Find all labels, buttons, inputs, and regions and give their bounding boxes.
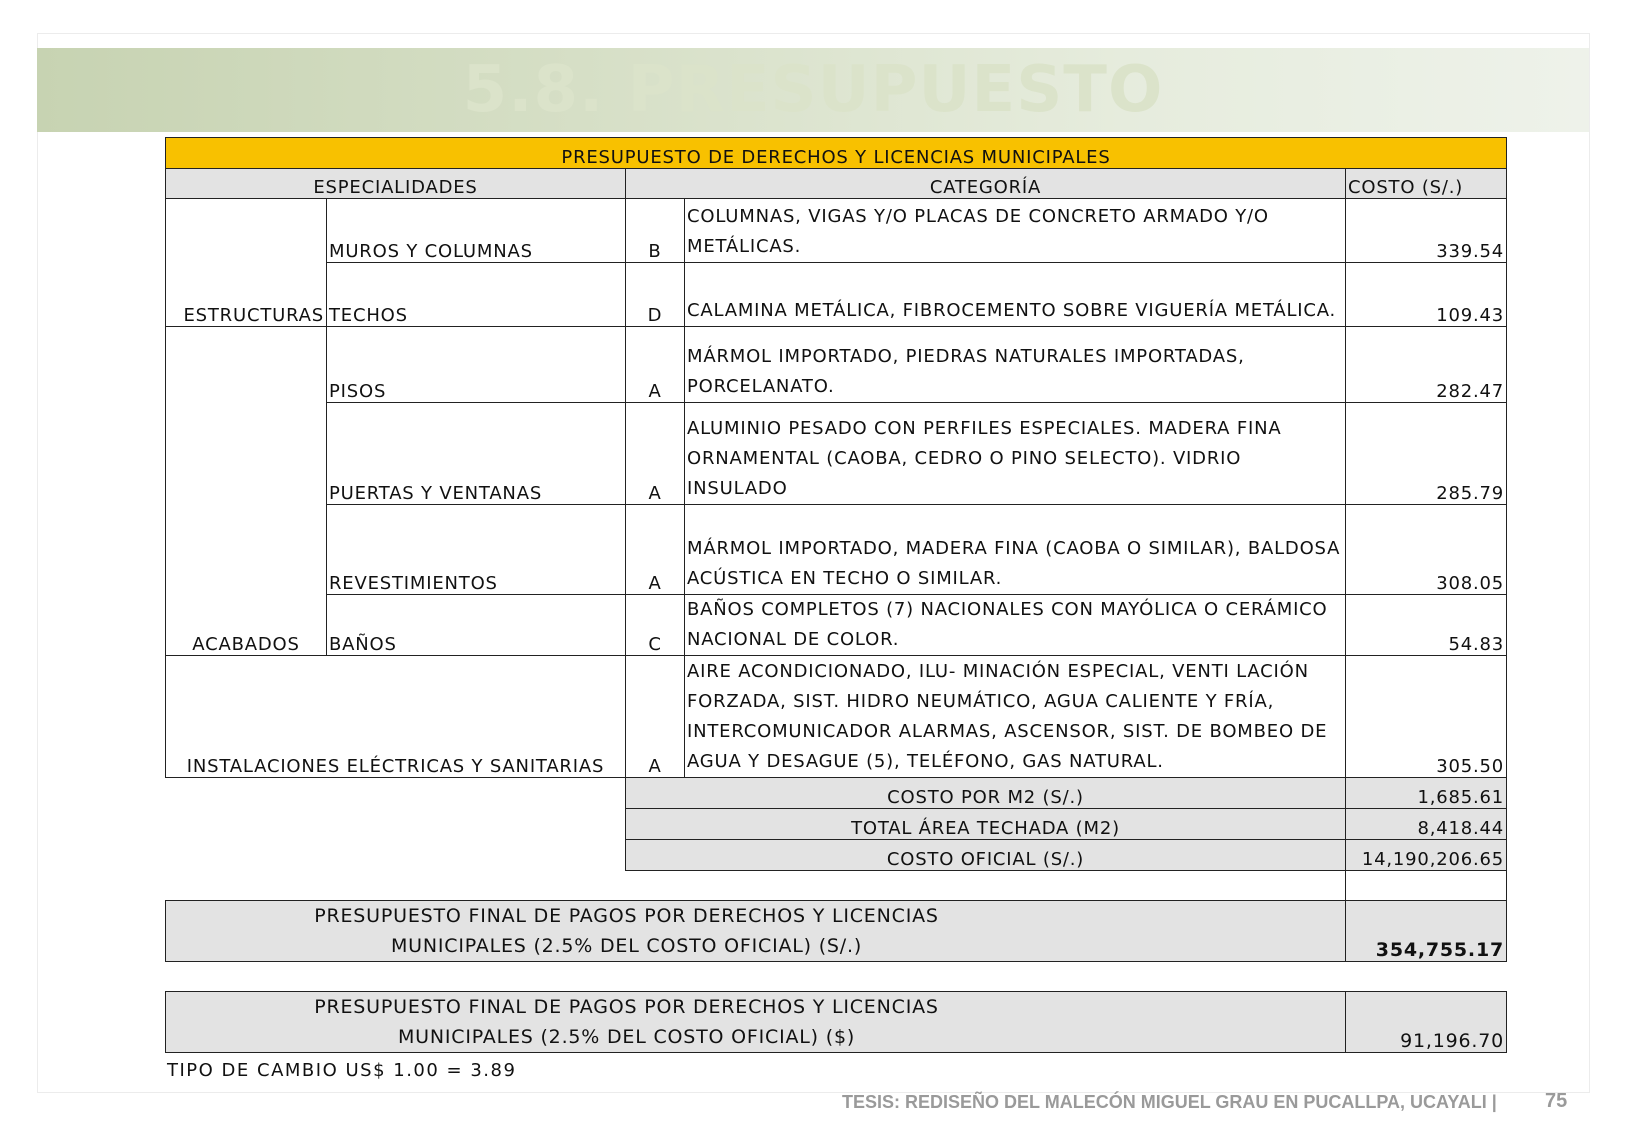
category-description: COLUMNAS, VIGAS Y/O PLACAS DE CONCRETO ARMADO Y/O METÁLICAS.	[685, 199, 1346, 263]
item-label: PISOS	[327, 327, 626, 403]
table-row	[166, 656, 1507, 778]
page-number: 75	[1545, 1090, 1568, 1112]
category-letter: B	[626, 199, 685, 263]
item-label: PUERTAS Y VENTANAS	[327, 403, 626, 505]
summary-value: 14,190,206.65	[1346, 840, 1507, 871]
item-label: REVESTIMIENTOS	[327, 505, 626, 595]
item-label: BAÑOS	[327, 595, 626, 656]
final-soles-value: 354,755.17	[1346, 901, 1507, 962]
cost-value: 305.50	[1346, 656, 1507, 778]
table-title: PRESUPUESTO DE DERECHOS Y LICENCIAS MUNICIPALES	[166, 138, 1507, 169]
item-label: TECHOS	[327, 263, 626, 327]
table-row	[166, 263, 1507, 327]
header-categoria: CATEGORÍA	[626, 169, 1346, 199]
group-acabados: ACABADOS	[166, 327, 327, 656]
final-soles-label	[166, 901, 1346, 962]
title-band	[37, 48, 1589, 132]
exchange-rate: TIPO DE CAMBIO US$ 1.00 = 3.89	[167, 1060, 517, 1081]
group-estructuras: ESTRUCTURAS	[166, 199, 327, 327]
summary-row	[166, 809, 1507, 840]
table-row	[166, 327, 1507, 403]
cost-value: 308.05	[1346, 505, 1507, 595]
final-dollars-label-line1: PRESUPUESTO FINAL DE PAGOS POR DERECHOS Y LICENCIAS	[314, 996, 939, 1018]
item-label: MUROS Y COLUMNAS	[327, 199, 626, 263]
cost-value: 282.47	[1346, 327, 1507, 403]
header-especialidades: ESPECIALIDADES	[166, 169, 626, 199]
category-description: MÁRMOL IMPORTADO, PIEDRAS NATURALES IMPORTADAS, PORCELANATO.	[685, 327, 1346, 403]
cost-value: 339.54	[1346, 199, 1507, 263]
table-row	[166, 505, 1507, 595]
summary-value: 8,418.44	[1346, 809, 1507, 840]
summary-value: 1,685.61	[1346, 778, 1507, 809]
category-letter: C	[626, 595, 685, 656]
summary-label: COSTO POR M2 (S/.)	[626, 778, 1346, 809]
final-soles-label-line2: MUNICIPALES (2.5% DEL COSTO OFICIAL) (S/.)	[390, 935, 863, 957]
summary-label: COSTO OFICIAL (S/.)	[626, 840, 1346, 871]
category-letter: D	[626, 263, 685, 327]
final-dollars-row	[166, 992, 1507, 1053]
page-title: 5.8. PRESUPUESTO	[462, 53, 1164, 127]
spacer-row	[166, 871, 1507, 901]
table-row	[166, 199, 1507, 263]
final-dollars-label-line2: MUNICIPALES (2.5% DEL COSTO OFICIAL) ($)	[397, 1026, 856, 1048]
final-soles-label-line1: PRESUPUESTO FINAL DE PAGOS POR DERECHOS Y LICENCIAS	[314, 905, 939, 927]
final-dollars-value: 91,196.70	[1346, 992, 1507, 1053]
table-title-row	[166, 138, 1507, 169]
group-instalaciones: INSTALACIONES ELÉCTRICAS Y SANITARIAS	[166, 656, 626, 778]
category-description: AIRE ACONDICIONADO, ILU- MINACIÓN ESPECIAL, VENTI LACIÓN FORZADA, SIST. HIDRO NEUMÁTICO, AGUA CALIENTE Y FRÍA, INTERCOMUNICADOR ALARMAS, ASCENSOR, SIST. DE BOMBEO DE AGUA Y DESAGUE (5), TELÉFONO, GAS NATURAL.	[685, 656, 1346, 778]
category-letter: A	[626, 505, 685, 595]
summary-row	[166, 840, 1507, 871]
cost-value: 285.79	[1346, 403, 1507, 505]
category-description: MÁRMOL IMPORTADO, MADERA FINA (CAOBA O SIMILAR), BALDOSA ACÚSTICA EN TECHO O SIMILAR.	[685, 505, 1346, 595]
category-letter: A	[626, 656, 685, 778]
header-row	[166, 169, 1507, 199]
category-letter: A	[626, 403, 685, 505]
final-dollars-label	[166, 992, 1346, 1053]
budget-table	[165, 137, 1507, 1053]
category-letter: A	[626, 327, 685, 403]
final-soles-row	[166, 901, 1507, 962]
summary-label: TOTAL ÁREA TECHADA (M2)	[626, 809, 1346, 840]
summary-row	[166, 778, 1507, 809]
table-row	[166, 403, 1507, 505]
header-costo: COSTO (S/.)	[1346, 169, 1507, 199]
category-description: CALAMINA METÁLICA, FIBROCEMENTO SOBRE VIGUERÍA METÁLICA.	[685, 263, 1346, 327]
footer-thesis-title: TESIS: REDISEÑO DEL MALECÓN MIGUEL GRAU EN PUCALLPA, UCAYALI |	[842, 1092, 1497, 1112]
category-description: BAÑOS COMPLETOS (7) NACIONALES CON MAYÓLICA O CERÁMICO NACIONAL DE COLOR.	[685, 595, 1346, 656]
cost-value: 54.83	[1346, 595, 1507, 656]
cost-value: 109.43	[1346, 263, 1507, 327]
category-description: ALUMINIO PESADO CON PERFILES ESPECIALES. MADERA FINA ORNAMENTAL (CAOBA, CEDRO O PINO SELECTO). VIDRIO INSULADO	[685, 403, 1346, 505]
table-row	[166, 595, 1507, 656]
spacer-row	[166, 962, 1507, 992]
